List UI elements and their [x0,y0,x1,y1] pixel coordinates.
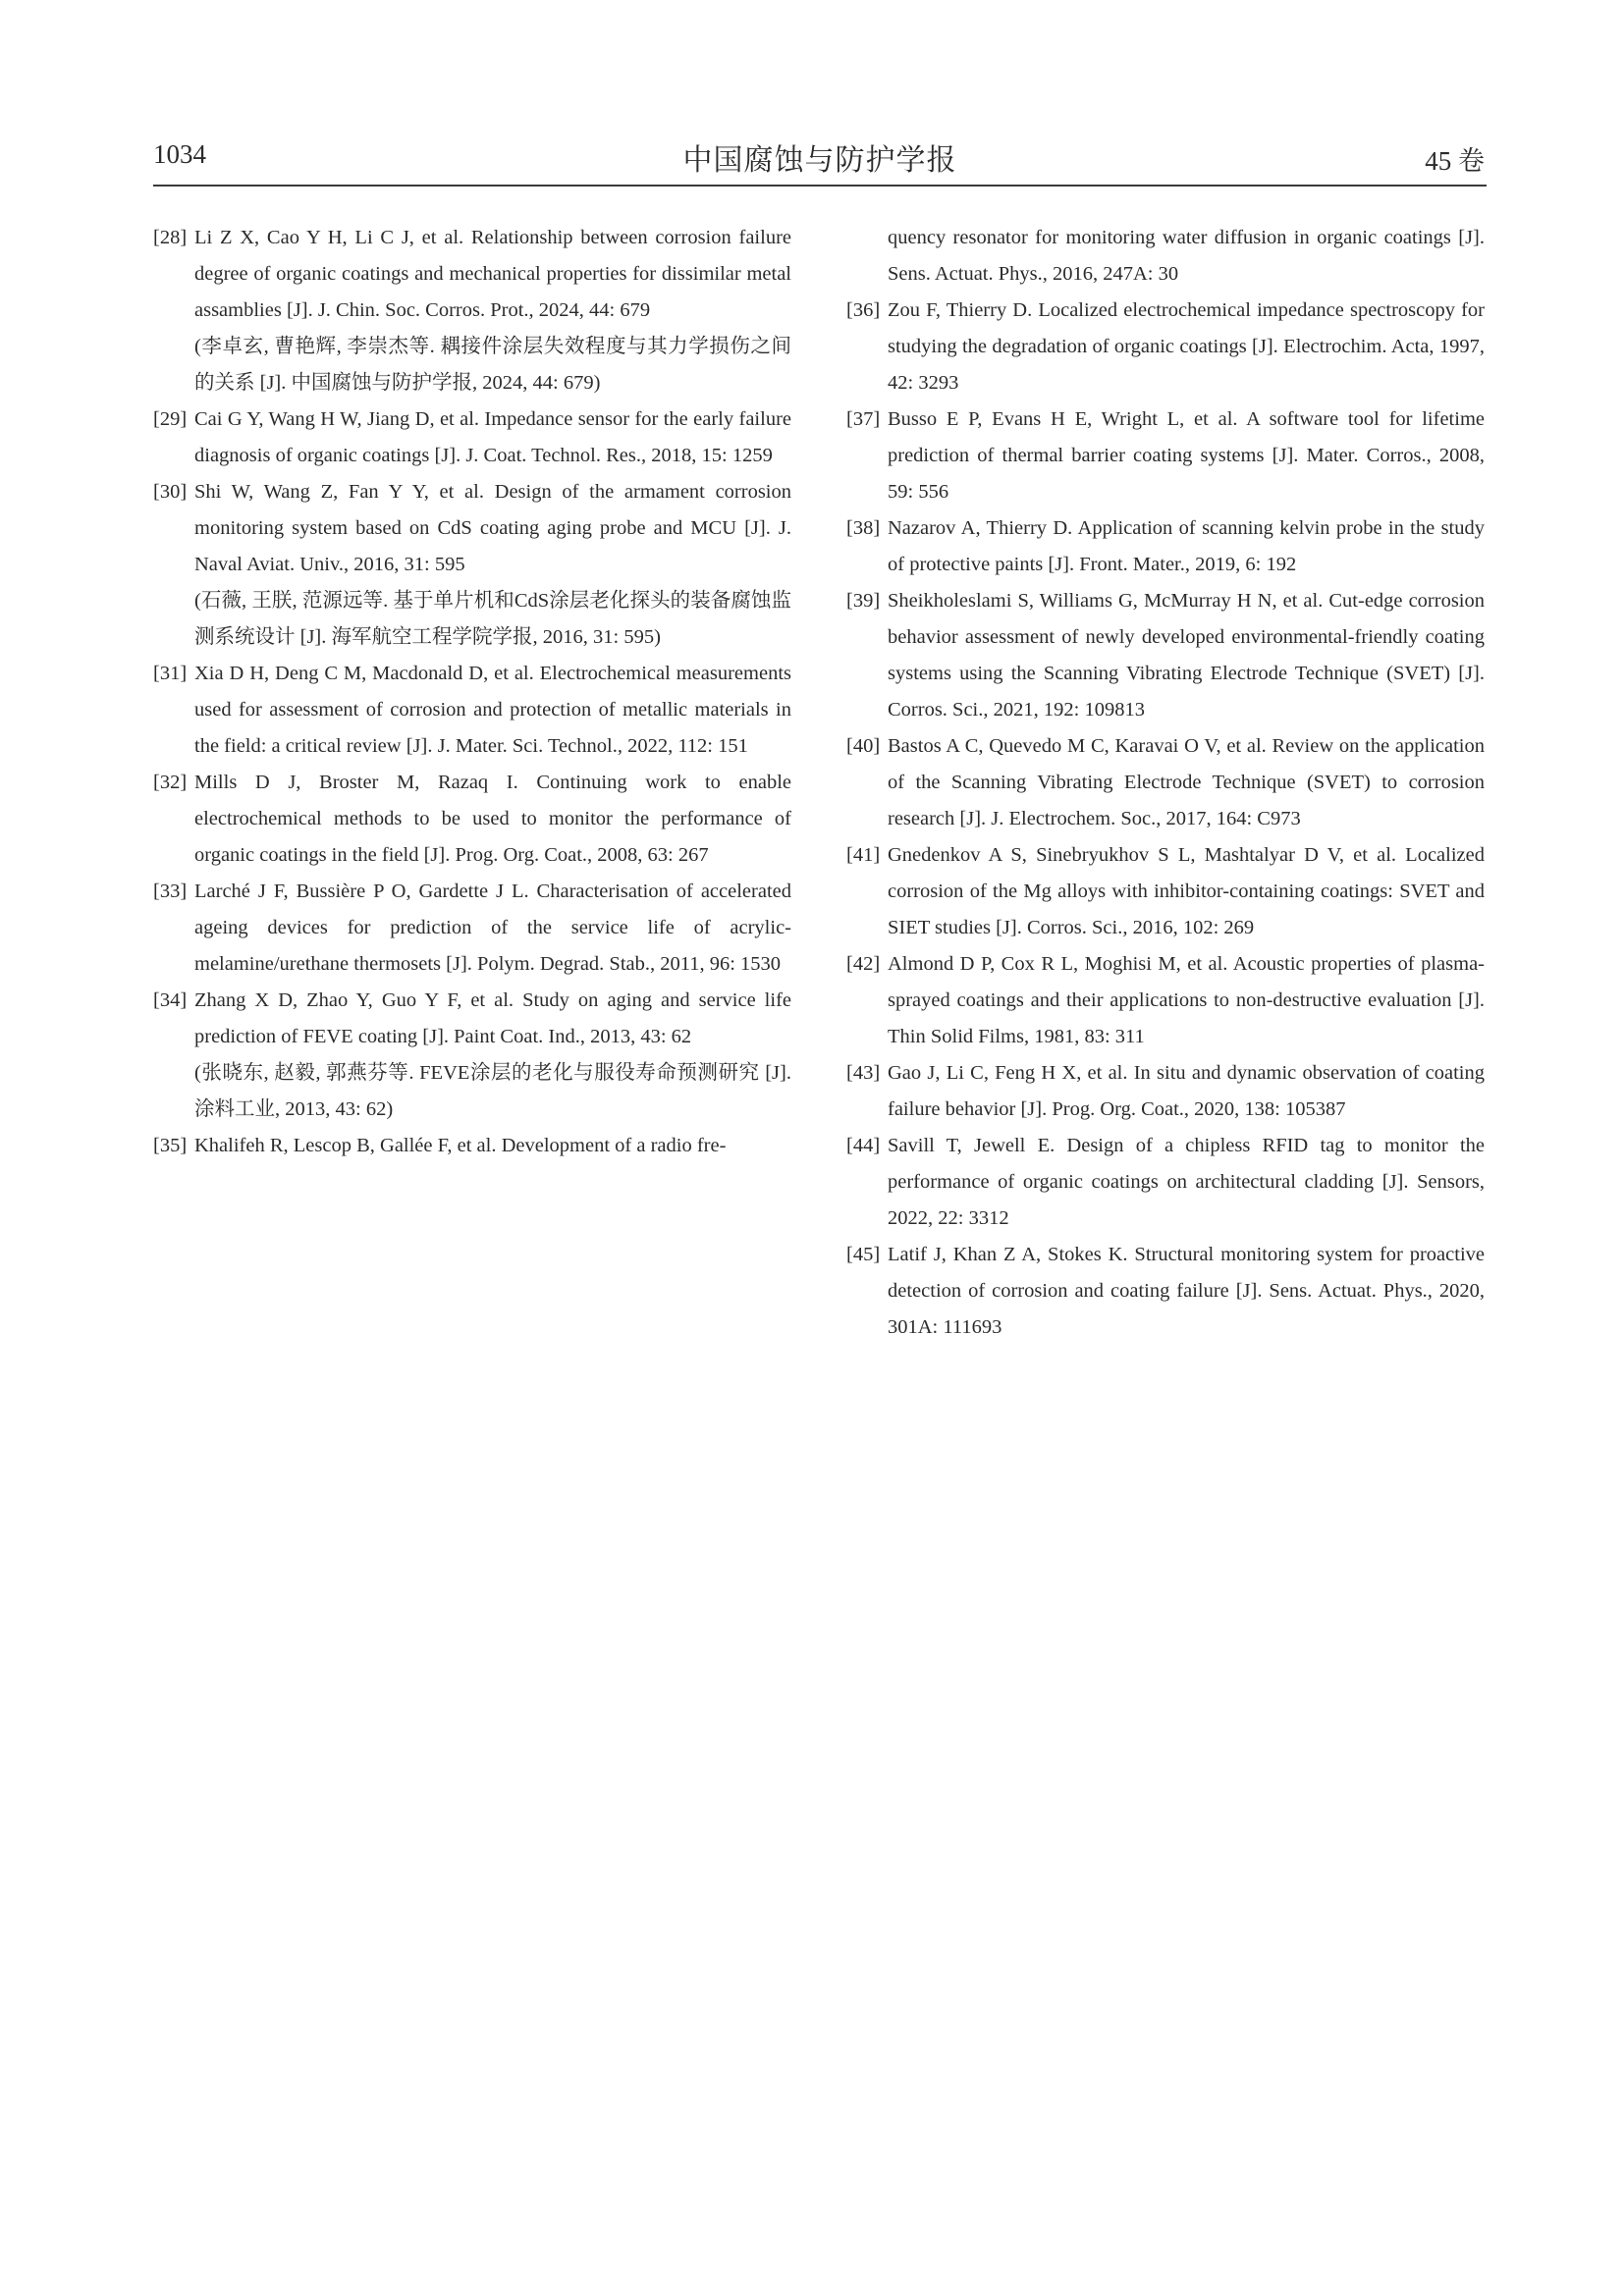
reference-chinese: (张晓东, 赵毅, 郭燕芬等. FEVE涂层的老化与服役寿命预测研究 [J]. 涂料工业, 2013, 43: 62) [194,1062,791,1120]
reference-29: [29] Cai G Y, Wang H W, Jiang D, et al. Impedance sensor for the early failure diagnosis of organic coatings [J]. J. Coat. Technol. Res., 2018, 15: 1259 [153,408,791,466]
reference-28: [28] Li Z X, Cao Y H, Li C J, et al. Relationship between corrosion failure degree of organic coatings and mechanical properties for dissimilar metal assamblies [J]. J. Chin. Soc. Corros. Prot., 2024, 44: 679 (李卓玄, 曹艳辉, 李崇杰等. 耦接件涂层失效程度与其力学损伤之间的关系 [J]. 中国腐蚀与防护学报, 2024, 44: 679) [153,220,791,401]
references-right-column [846,220,1485,1346]
reference-text: Xia D H, Deng C M, Macdonald D, et al. Electrochemical measurements used for assessment of corrosion and protection of metallic materials in the field: a critical review [J]. J. Mater. Sci. Technol., 2022, 112: 151 [194,663,791,757]
reference-text: Savill T, Jewell E. Design of a chipless RFID tag to monitor the performance of organic coatings on architectural cladding [J]. Sensors, 2022, 22: 3312 [888,1135,1485,1229]
reference-41: [41] Gnedenkov A S, Sinebryukhov S L, Mashtalyar D V, et al. Localized corrosion of the Mg alloys with inhibitor-containing coatings: SVET and SIET studies [J]. Corros. Sci., 2016, 102: 269 [846,844,1485,938]
reference-text: Mills D J, Broster M, Razaq I. Continuing work to enable electrochemical methods to be used to monitor the performance of organic coatings in the field [J]. Prog. Org. Coat., 2008, 63: 267 [194,772,791,866]
reference-40: [40] Bastos A C, Quevedo M C, Karavai O V, et al. Review on the application of the Scanning Vibrating Electrode Technique (SVET) to corrosion research [J]. J. Electrochem. Soc., 2017, 164: C973 [846,735,1485,829]
reference-36: [36] Zou F, Thierry D. Localized electrochemical impedance spectroscopy for studying the degradation of organic coatings [J]. Electrochim. Acta, 1997, 42: 3293 [846,299,1485,394]
reference-44: [44] Savill T, Jewell E. Design of a chipless RFID tag to monitor the performance of organic coatings on architectural cladding [J]. Sensors, 2022, 22: 3312 [846,1135,1485,1229]
page-header [153,135,1487,187]
reference-35-continuation: quency resonator for monitoring water diffusion in organic coatings [J]. Sens. Actuat. Phys., 2016, 247A: 30 [888,227,1485,285]
reference-32: [32] Mills D J, Broster M, Razaq I. Continuing work to enable electrochemical methods to be used to monitor the performance of organic coatings in the field [J]. Prog. Org. Coat., 2008, 63: 267 [153,772,791,866]
reference-38: [38] Nazarov A, Thierry D. Application of scanning kelvin probe in the study of protective paints [J]. Front. Mater., 2019, 6: 192 [846,517,1485,575]
reference-text: Nazarov A, Thierry D. Application of scanning kelvin probe in the study of protective paints [J]. Front. Mater., 2019, 6: 192 [888,517,1485,575]
reference-45: [45] Latif J, Khan Z A, Stokes K. Structural monitoring system for proactive detection of corrosion and coating failure [J]. Sens. Actuat. Phys., 2020, 301A: 111693 [846,1244,1485,1338]
reference-text: Bastos A C, Quevedo M C, Karavai O V, et al. Review on the application of the Scanning Vibrating Electrode Technique (SVET) to corrosion research [J]. J. Electrochem. Soc., 2017, 164: C973 [888,735,1485,829]
references-left-column [153,220,791,1164]
journal-title: 中国腐蚀与防护学报 [682,144,957,177]
reference-35: [35] Khalifeh R, Lescop B, Gallée F, et al. Development of a radio fre- [153,1135,727,1156]
reference-34: [34] Zhang X D, Zhao Y, Guo Y F, et al. Study on aging and service life prediction of FEVE coating [J]. Paint Coat. Ind., 2013, 43: 62 (张晓东, 赵毅, 郭燕芬等. FEVE涂层的老化与服役寿命预测研究 [J]. 涂料工业, 2013, 43: 62) [153,983,791,1128]
reference-text: Zou F, Thierry D. Localized electrochemical impedance spectroscopy for studying the degradation of organic coatings [J]. Electrochim. Acta, 1997, 42: 3293 [888,299,1485,394]
reference-text: Gnedenkov A S, Sinebryukhov S L, Mashtalyar D V, et al. Localized corrosion of the Mg alloys with inhibitor-containing coatings: SVET and SIET studies [J]. Corros. Sci., 2016, 102: 269 [888,844,1485,938]
reference-text: Shi W, Wang Z, Fan Y Y, et al. Design of the armament corrosion monitoring system based on CdS coating aging probe and MCU [J]. J. Naval Aviat. Univ., 2016, 31: 595 [194,481,791,575]
reference-text: Busso E P, Evans H E, Wright L, et al. A software tool for lifetime prediction of thermal barrier coating systems [J]. Mater. Corros., 2008, 59: 556 [888,408,1485,503]
reference-text: Sheikholeslami S, Williams G, McMurray H N, et al. Cut-edge corrosion behavior assessment of newly developed environmental-friendly coating systems using the Scanning Vibrating Electrode Technique (SVET) [J]. Corros. Sci., 2021, 192: 109813 [888,590,1485,721]
reference-chinese: (石薇, 王朕, 范源远等. 基于单片机和CdS涂层老化探头的装备腐蚀监测系统设计 [J]. 海军航空工程学院学报, 2016, 31: 595) [194,590,791,648]
reference-42: [42] Almond D P, Cox R L, Moghisi M, et al. Acoustic properties of plasma-sprayed coatings and their applications to non-destructive evaluation [J]. Thin Solid Films, 1981, 83: 311 [846,953,1485,1047]
reference-text: Larché J F, Bussière P O, Gardette J L. Characterisation of accelerated ageing devices for prediction of the service life of acrylic-melamine/urethane thermosets [J]. Polym. Degrad. Stab., 2011, 96: 1530 [194,881,791,975]
reference-text: Latif J, Khan Z A, Stokes K. Structural monitoring system for proactive detection of corrosion and coating failure [J]. Sens. Actuat. Phys., 2020, 301A: 111693 [888,1244,1485,1338]
reference-39: [39] Sheikholeslami S, Williams G, McMurray H N, et al. Cut-edge corrosion behavior assessment of newly developed environmental-friendly coating systems using the Scanning Vibrating Electrode Technique (SVET) [J]. Corros. Sci., 2021, 192: 109813 [846,590,1485,721]
reference-chinese: (李卓玄, 曹艳辉, 李崇杰等. 耦接件涂层失效程度与其力学损伤之间的关系 [J]. 中国腐蚀与防护学报, 2024, 44: 679) [194,336,791,394]
reference-text: Gao J, Li C, Feng H X, et al. In situ and dynamic observation of coating failure behavior [J]. Prog. Org. Coat., 2020, 138: 105387 [888,1062,1485,1120]
reference-text: Khalifeh R, Lescop B, Gallée F, et al. Development of a radio fre- [194,1135,727,1156]
reference-37: [37] Busso E P, Evans H E, Wright L, et al. A software tool for lifetime prediction of thermal barrier coating systems [J]. Mater. Corros., 2008, 59: 556 [846,408,1485,503]
page-number: 1034 [153,139,206,169]
reference-43: [43] Gao J, Li C, Feng H X, et al. In situ and dynamic observation of coating failure behavior [J]. Prog. Org. Coat., 2020, 138: 105387 [846,1062,1485,1120]
reference-31: [31] Xia D H, Deng C M, Macdonald D, et al. Electrochemical measurements used for assessment of corrosion and protection of metallic materials in the field: a critical review [J]. J. Mater. Sci. Technol., 2022, 112: 151 [153,663,791,757]
reference-30: [30] Shi W, Wang Z, Fan Y Y, et al. Design of the armament corrosion monitoring system based on CdS coating aging probe and MCU [J]. J. Naval Aviat. Univ., 2016, 31: 595 (石薇, 王朕, 范源远等. 基于单片机和CdS涂层老化探头的装备腐蚀监测系统设计 [J]. 海军航空工程学院学报, 2016, 31: 595) [153,474,791,656]
reference-text: Zhang X D, Zhao Y, Guo Y F, et al. Study on aging and service life prediction of FEVE coating [J]. Paint Coat. Ind., 2013, 43: 62 [194,989,791,1047]
reference-text: Cai G Y, Wang H W, Jiang D, et al. Impedance sensor for the early failure diagnosis of organic coatings [J]. J. Coat. Technol. Res., 2018, 15: 1259 [194,408,791,466]
volume-label: 45 卷 [1425,146,1485,176]
reference-text: Li Z X, Cao Y H, Li C J, et al. Relationship between corrosion failure degree of organic coatings and mechanical properties for dissimilar metal assamblies [J]. J. Chin. Soc. Corros. Prot., 2024, 44: 679 [194,227,791,321]
reference-33: [33] Larché J F, Bussière P O, Gardette J L. Characterisation of accelerated ageing devices for prediction of the service life of acrylic-melamine/urethane thermosets [J]. Polym. Degrad. Stab., 2011, 96: 1530 [153,881,791,975]
reference-text: Almond D P, Cox R L, Moghisi M, et al. Acoustic properties of plasma-sprayed coatings and their applications to non-destructive evaluation [J]. Thin Solid Films, 1981, 83: 311 [888,953,1485,1047]
